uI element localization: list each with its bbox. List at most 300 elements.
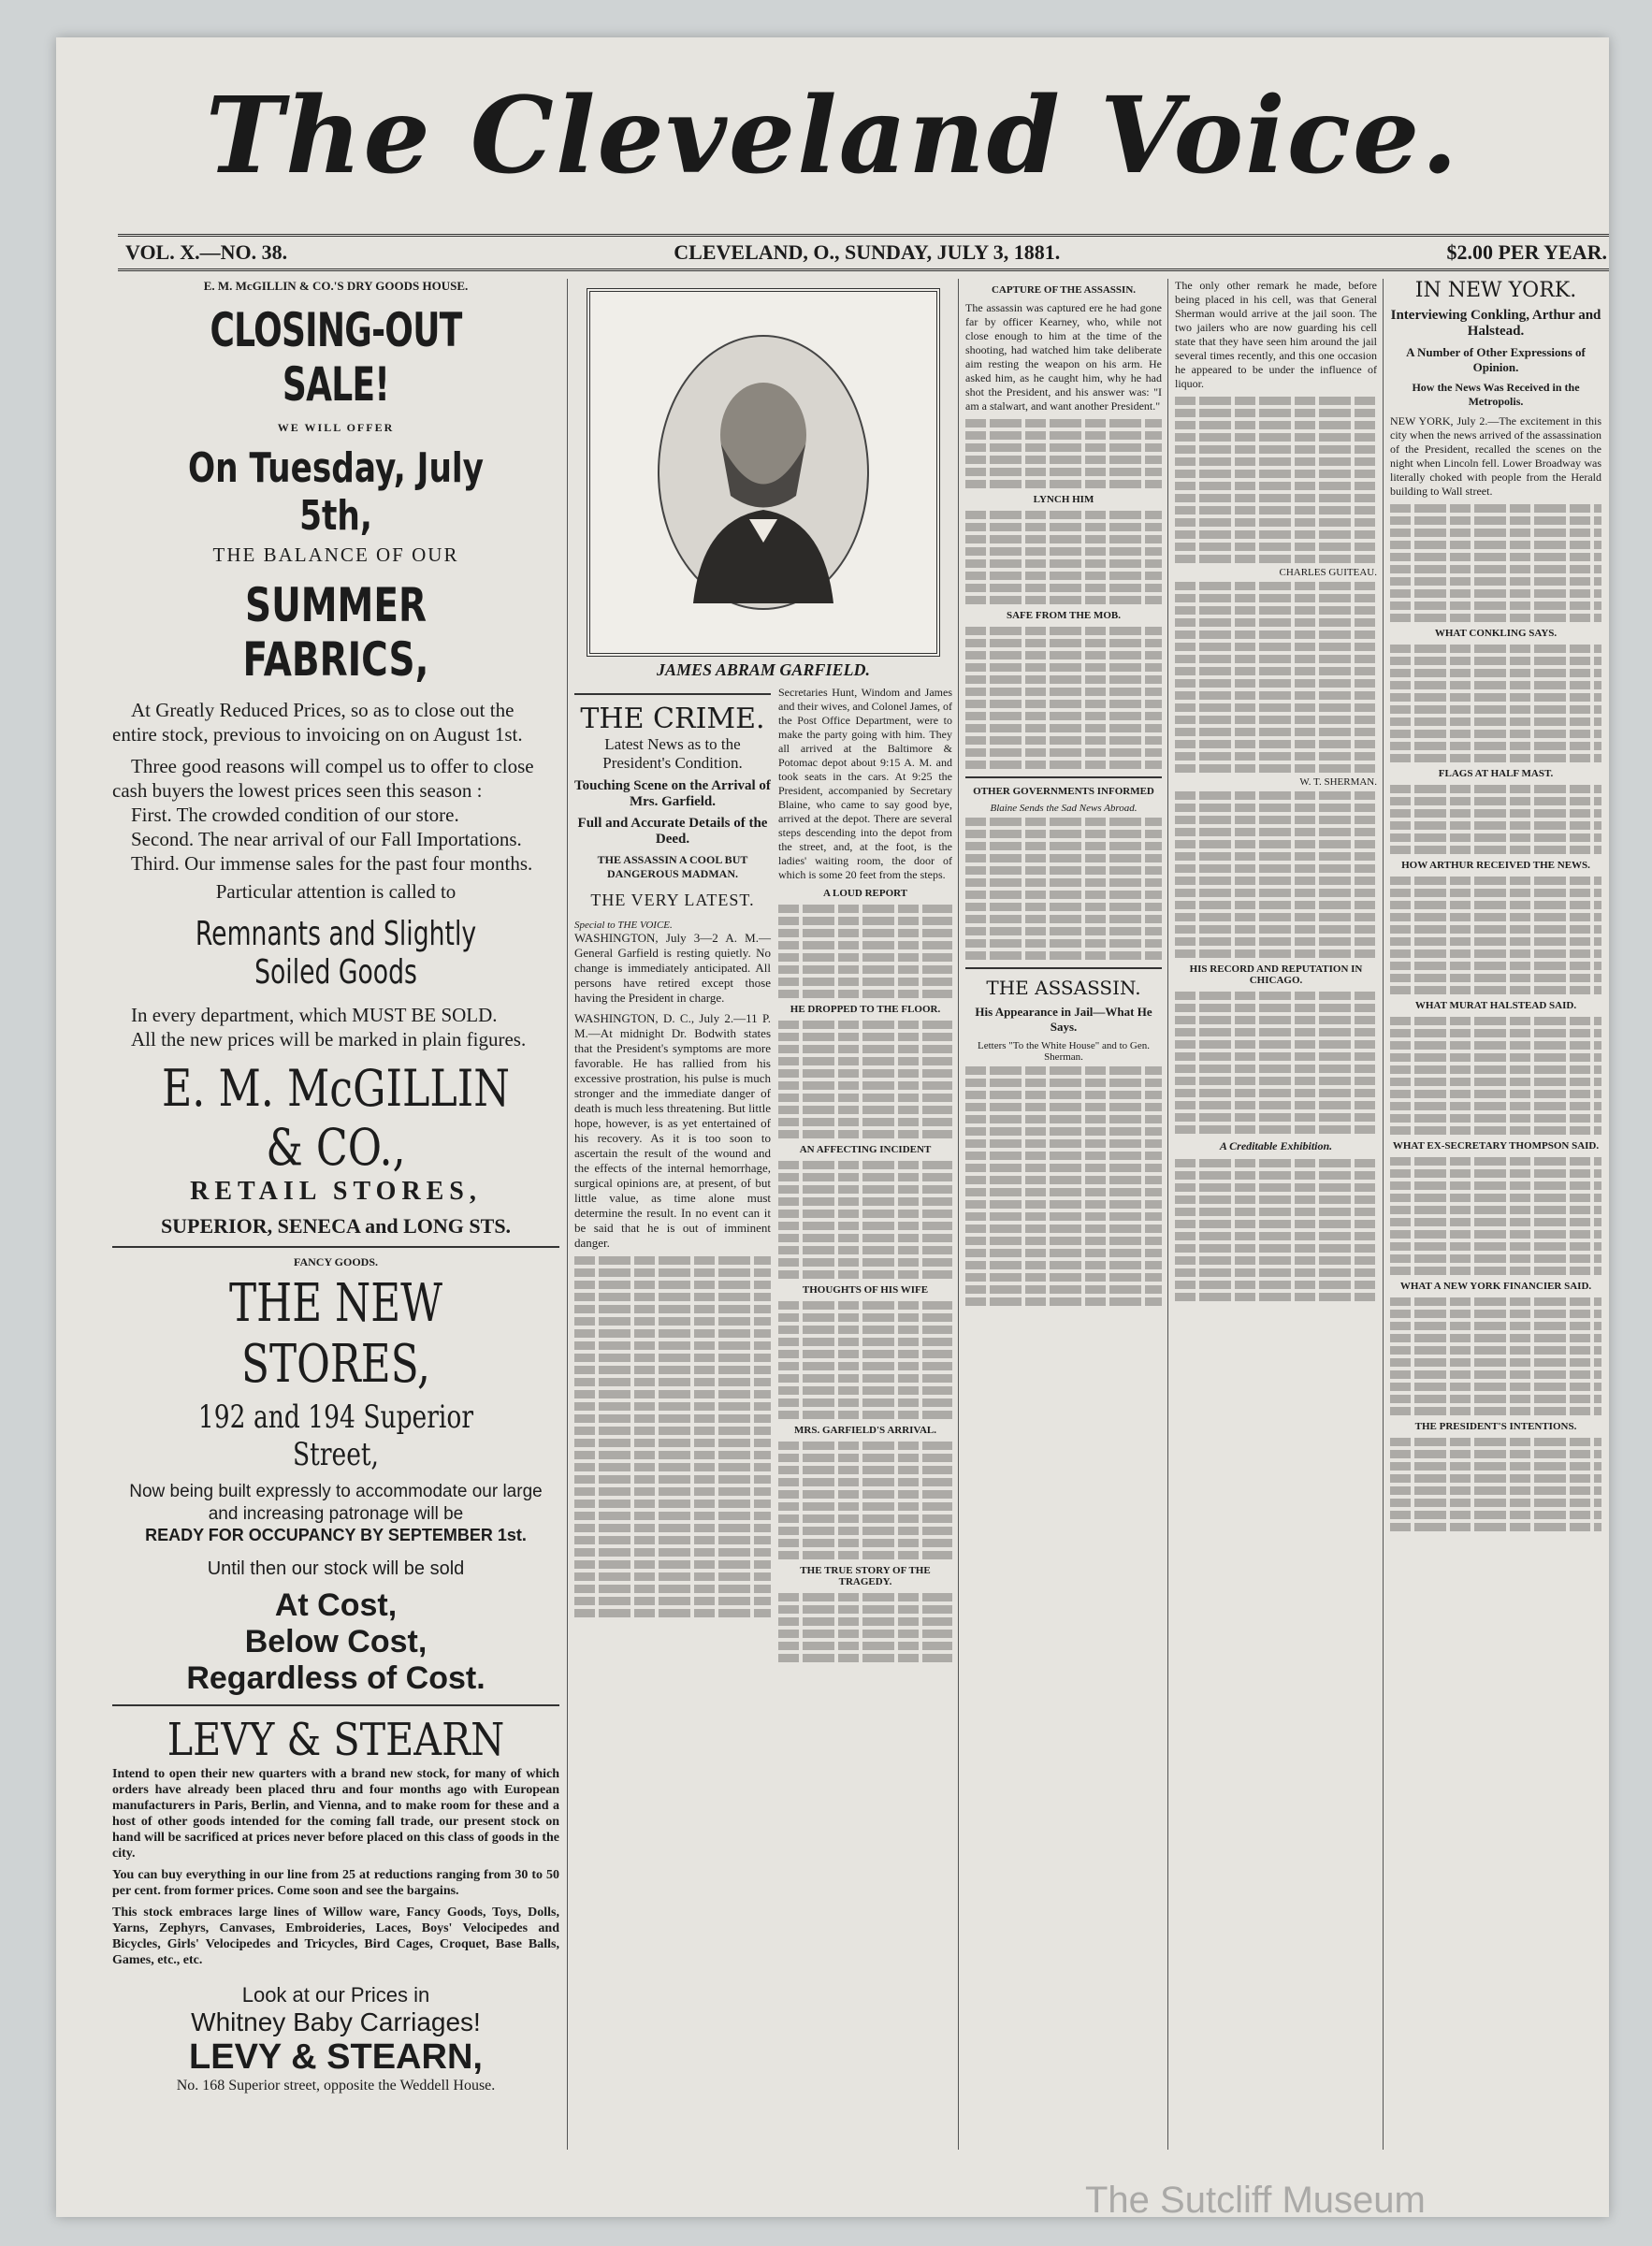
text-line	[1390, 1053, 1601, 1062]
dropped-heading: HE DROPPED TO THE FLOOR.	[790, 1004, 941, 1015]
financier-heading: WHAT A NEW YORK FINANCIER SAID.	[1399, 1281, 1592, 1292]
text-line	[1175, 421, 1377, 429]
text-line	[1390, 1206, 1601, 1214]
text-line	[778, 1374, 952, 1383]
text-line	[778, 929, 952, 937]
text-line	[574, 1329, 771, 1338]
text-line	[574, 1475, 771, 1484]
text-line	[1175, 691, 1377, 700]
text-line	[965, 1091, 1162, 1099]
text-line	[574, 1414, 771, 1423]
text-line	[1390, 1322, 1601, 1330]
section-divider	[574, 693, 771, 695]
text-line	[965, 1188, 1162, 1196]
text-line	[1390, 577, 1601, 586]
text-line	[1175, 828, 1377, 836]
text-line	[778, 1270, 952, 1279]
reduced-prices-text: At Greatly Reduced Prices, so as to close out the entire stock, previous to invoicing on on August 1st.	[112, 699, 523, 746]
text-line	[574, 1572, 771, 1581]
text-line	[965, 724, 1162, 732]
text-line	[1175, 1016, 1377, 1024]
text-line	[1175, 606, 1377, 615]
text-line	[1390, 504, 1601, 513]
text-line	[1390, 809, 1601, 818]
text-line	[1390, 1486, 1601, 1495]
news-column-capture	[965, 279, 1162, 2196]
dispatch-paragraph: WASHINGTON, D. C., July 2.—11 P. M.—At midnight Dr. Bodwith states that the President's symptoms are more favorable. He has rallied from his excessive prostration, his pulse is much stronger and the immediate danger of death is much less threatening. But little hope, however, is as yet entertained of his recovery. As it is too soon to ascertain the result of the wound and the effects of the internal hemorrhage, surgical opinions are, at present, of but little value, as time alone must determine the result. In no event can it be said that he is out of imminent danger.	[574, 1011, 771, 1250]
text-line	[778, 1362, 952, 1370]
text-line	[778, 1118, 952, 1126]
text-line	[965, 1237, 1162, 1245]
newspaper-page	[56, 37, 1609, 2217]
marked-prices: All the new prices will be marked in plain figures.	[131, 1028, 527, 1051]
text-line	[778, 1222, 952, 1230]
text-line	[778, 1173, 952, 1181]
text-line	[965, 675, 1162, 684]
text-line	[965, 523, 1162, 531]
text-line	[965, 1212, 1162, 1221]
text-line	[778, 1386, 952, 1395]
text-line	[1390, 1407, 1601, 1415]
column-rule	[567, 279, 568, 2150]
text-line	[574, 1560, 771, 1569]
new-stores-title: THE NEW STORES,	[228, 1273, 443, 1395]
text-line	[778, 1442, 952, 1450]
text-line	[1390, 821, 1601, 830]
text-line	[1390, 1383, 1601, 1391]
fancy-goods: FANCY GOODS.	[294, 1255, 378, 1268]
text-line	[778, 1551, 952, 1559]
masthead	[56, 75, 1609, 196]
column-rule	[958, 279, 959, 2150]
text-line	[1390, 693, 1601, 702]
text-line	[574, 1366, 771, 1374]
text-line	[965, 511, 1162, 519]
news-column-jail	[1175, 279, 1377, 2196]
text-line	[1175, 1089, 1377, 1097]
text-line	[965, 596, 1162, 604]
news-column-crime	[574, 279, 952, 2196]
reason-second: Second. The near arrival of our Fall Importations.	[131, 828, 522, 850]
text-line	[1175, 1028, 1377, 1036]
new-york-paragraph: NEW YORK, July 2.—The excitement in this city when the news arrived of the assassination of the President, recalled the scenes on the night when Lincoln fell. Lower Broadway was literally choked with people from the Herald building to Wall street.	[1390, 414, 1601, 498]
text-line	[1175, 889, 1377, 897]
text-line	[1390, 1194, 1601, 1202]
assassin-headline: THE ASSASSIN.	[986, 977, 1141, 999]
building-text: Now being built expressly to accommodate our large and increasing patronage will be	[129, 1482, 543, 1524]
text-line	[574, 1463, 771, 1471]
very-latest-heading: THE VERY LATEST.	[590, 891, 755, 909]
capture-heading: CAPTURE OF THE ASSASSIN.	[991, 284, 1137, 296]
text-line	[778, 941, 952, 949]
text-line	[778, 1313, 952, 1322]
text-line	[965, 830, 1162, 838]
text-line	[778, 953, 952, 962]
store-address: 192 and 194 Superior Street,	[197, 1398, 474, 1473]
text-line	[1175, 643, 1377, 651]
text-line	[1390, 742, 1601, 750]
text-line	[1390, 1157, 1601, 1166]
text-line	[965, 431, 1162, 440]
text-line	[778, 905, 952, 913]
reasons-text: Three good reasons will compel us to offer to close cash buyers the lowest prices seen this season :	[112, 755, 534, 802]
text-line	[1175, 1004, 1377, 1012]
text-line	[1390, 1438, 1601, 1446]
text-line	[1390, 1041, 1601, 1050]
text-line	[1175, 618, 1377, 627]
text-line	[1175, 791, 1377, 800]
text-line	[778, 1234, 952, 1242]
ad-divider	[112, 1246, 559, 1248]
text-line	[574, 1256, 771, 1265]
text-line	[1390, 705, 1601, 714]
text-line	[965, 688, 1162, 696]
portrait-caption: JAMES ABRAM GARFIELD.	[657, 660, 870, 679]
departure-paragraph: Secretaries Hunt, Windom and James and their wives, and Colonel James, of the Post Office Department, were to make the party going with him. They all arrived at the Baltimore & Potomac depot about 9:15 A. M. and took seats in the cars. At 9:25 the President, accompanied by Secretary Blaine, who came to say good bye, arrived at the depot. There are several steps descending into the depot from the street, and, at the foot, is the ladies' waiting room, the door of which is some 20 feet from the steps.	[778, 686, 952, 881]
text-line	[778, 1094, 952, 1102]
text-line	[965, 736, 1162, 745]
other-governments-subhead: Blaine Sends the Sad News Abroad.	[990, 803, 1138, 814]
we-will-offer: WE WILL OFFER	[277, 421, 395, 434]
text-line	[1175, 1065, 1377, 1073]
assassin-subhead-2: Letters "To the White House" and to Gen. Sherman.	[978, 1040, 1150, 1063]
text-line	[574, 1487, 771, 1496]
text-line	[965, 1224, 1162, 1233]
attention-line: Particular attention is called to	[215, 880, 456, 903]
text-line	[965, 939, 1162, 948]
text-line	[965, 915, 1162, 923]
loud-report-heading: A LOUD REPORT	[822, 888, 908, 899]
text-line	[574, 1341, 771, 1350]
text-line	[1390, 516, 1601, 525]
text-line	[965, 663, 1162, 672]
text-line	[574, 1390, 771, 1398]
text-line	[1390, 754, 1601, 762]
text-line	[1390, 889, 1601, 897]
letter-signature: CHARLES GUITEAU.	[1279, 567, 1377, 578]
text-line	[1175, 530, 1377, 539]
text-line	[965, 456, 1162, 464]
text-line	[1175, 397, 1377, 405]
text-line	[965, 480, 1162, 488]
text-line	[1175, 992, 1377, 1000]
new-york-subhead-3: How the News Was Received in the Metropolis.	[1412, 381, 1580, 408]
subscription-price: $2.00 PER YEAR.	[1446, 240, 1607, 264]
text-line	[1175, 752, 1377, 761]
levy-stearn-text: Intend to open their new quarters with a brand new stock, for many of which orders have already been placed thru and four months ago with European manufacturers in Paris, Berlin, and Vienna, and to make room for these and a host of other goods intended for the coming fall trade, our present stock on hand will be sacrificed at prices never before placed on this class of goods in the city.	[112, 1767, 559, 1861]
text-line	[778, 1411, 952, 1419]
new-york-headline: IN NEW YORK.	[1414, 279, 1577, 302]
text-line	[1390, 541, 1601, 549]
text-line	[1175, 877, 1377, 885]
text-line	[1390, 601, 1601, 610]
text-line	[1175, 1183, 1377, 1192]
text-line	[1175, 409, 1377, 417]
text-line	[965, 1285, 1162, 1294]
text-line	[965, 1249, 1162, 1257]
crime-subhead-4: THE ASSASSIN A COOL BUT DANGEROUS MADMAN.	[597, 853, 748, 880]
text-line	[778, 1630, 952, 1638]
text-line	[1390, 645, 1601, 653]
text-line	[965, 818, 1162, 826]
text-line	[778, 990, 952, 998]
text-line	[778, 1210, 952, 1218]
text-line	[1390, 1169, 1601, 1178]
text-line	[1390, 1346, 1601, 1355]
text-line	[574, 1536, 771, 1544]
text-line	[1175, 1244, 1377, 1253]
portrait-frame	[587, 288, 940, 657]
column-rule	[1383, 279, 1384, 2150]
text-line	[778, 917, 952, 925]
balance-line: THE BALANCE OF OUR	[212, 543, 459, 566]
text-line	[1390, 877, 1601, 885]
lynch-heading: LYNCH HIM	[1033, 494, 1094, 505]
text-line	[1390, 669, 1601, 677]
text-line	[1175, 655, 1377, 663]
text-line	[965, 1200, 1162, 1209]
capture-paragraph: The assassin was captured ere he had gone far by officer Kearney, who, while not close enough to him at the time of the shooting, had watched him take deliberate aim resting the weapon on his arm. He asked him, as he caught him, why he had shot the President, and his answer was: "I am a stalwart, and want another President."	[965, 301, 1162, 413]
text-line	[1175, 937, 1377, 946]
text-line	[965, 651, 1162, 659]
text-line	[1175, 728, 1377, 736]
text-line	[1390, 1395, 1601, 1403]
text-line	[1390, 1499, 1601, 1507]
text-line	[778, 1161, 952, 1169]
text-line	[574, 1378, 771, 1386]
crime-subhead-2: Touching Scene on the Arrival of Mrs. Garfield.	[574, 778, 771, 809]
text-line	[1175, 555, 1377, 563]
text-line	[574, 1451, 771, 1459]
text-line	[778, 965, 952, 974]
text-line	[965, 951, 1162, 960]
conkling-heading: WHAT CONKLING SAYS.	[1434, 628, 1558, 639]
volume-number: VOL. X.—NO. 38.	[125, 240, 288, 264]
dispatch-paragraph: WASHINGTON, July 3—2 A. M.—General Garfield is resting quietly. No change is immediately anticipated. All persons have retired except those having the President in charge.	[574, 931, 771, 1005]
text-line	[965, 700, 1162, 708]
text-line	[965, 1079, 1162, 1087]
retail-stores: RETAIL STORES,	[190, 1177, 482, 1206]
text-line	[574, 1585, 771, 1593]
arthur-heading: HOW ARTHUR RECEIVED THE NEWS.	[1401, 860, 1590, 871]
text-line	[965, 1103, 1162, 1111]
text-line	[1390, 833, 1601, 842]
special-dispatch: Special to THE VOICE.	[574, 920, 673, 931]
levy-stearn-bargains: You can buy everything in our line from 25 at reductions ranging from 30 to 50 per cent. from former prices. Come soon and see the bargains.	[112, 1868, 559, 1898]
text-line	[1175, 1195, 1377, 1204]
text-line	[574, 1597, 771, 1605]
text-line	[1390, 949, 1601, 958]
text-line	[965, 842, 1162, 850]
dateline	[118, 234, 1609, 271]
true-story-heading: THE TRUE STORY OF THE TRAGEDY.	[800, 1565, 931, 1587]
text-line	[1175, 1052, 1377, 1061]
text-line	[965, 1176, 1162, 1184]
intentions-heading: THE PRESIDENT'S INTENTIONS.	[1414, 1421, 1577, 1432]
text-line	[1175, 506, 1377, 514]
text-line	[778, 1514, 952, 1523]
text-line	[1390, 962, 1601, 970]
text-line	[1390, 1334, 1601, 1342]
text-line	[574, 1305, 771, 1313]
text-line	[574, 1317, 771, 1326]
text-line	[1175, 1171, 1377, 1180]
text-line	[1175, 716, 1377, 724]
regardless-cost: Regardless of Cost.	[186, 1660, 485, 1696]
text-line	[1175, 816, 1377, 824]
text-line	[778, 1454, 952, 1462]
text-line	[778, 1301, 952, 1310]
text-line	[1390, 1065, 1601, 1074]
jail-paragraph: The only other remark he made, before being placed in his cell, was that General Sherman would arrive at the jail soon. The two jailers who are now guarding his cell state that they have seen him around the jail several times recently, and this one occasion he appeared to be under the influence of liquor.	[1175, 279, 1377, 390]
summer-fabrics: SUMMER FABRICS,	[242, 578, 429, 687]
text-line	[778, 1350, 952, 1358]
below-cost: Below Cost,	[244, 1624, 427, 1659]
text-line	[1175, 864, 1377, 873]
advertisement-column	[112, 279, 559, 2196]
text-line	[965, 639, 1162, 647]
text-line	[1390, 1358, 1601, 1367]
text-line	[778, 1338, 952, 1346]
text-line	[965, 1261, 1162, 1269]
text-line	[1390, 1181, 1601, 1190]
text-line	[1390, 901, 1601, 909]
text-line	[1175, 1281, 1377, 1289]
levy-stearn-stock: This stock embraces large lines of Willow ware, Fancy Goods, Toys, Dolls, Yarns, Zephyrs, Canvases, Embroideries, Laces, Boys' Velocipedes and Bicycles, Girls' Velocipedes and Tricycles, Bird Cages, Croquet, Base Balls, Games, etc., etc.	[112, 1905, 559, 1967]
text-line	[778, 1617, 952, 1626]
text-line	[1390, 565, 1601, 573]
other-governments-heading: OTHER GOVERNMENTS INFORMED	[973, 786, 1154, 797]
text-line	[1390, 937, 1601, 946]
text-line	[1175, 667, 1377, 675]
text-line	[965, 1115, 1162, 1123]
text-line	[965, 1152, 1162, 1160]
text-line	[1175, 1113, 1377, 1122]
affecting-incident-heading: AN AFFECTING INCIDENT	[799, 1144, 932, 1155]
reason-first: First. The crowded condition of our store.	[131, 804, 459, 826]
news-column-new-york	[1390, 279, 1601, 2196]
text-line	[1390, 1474, 1601, 1483]
remnants-line: Remnants and Slightly Soiled Goods	[195, 915, 477, 992]
text-line	[1175, 925, 1377, 934]
text-line	[1175, 1077, 1377, 1085]
levy-stearn-title: LEVY & STEARN	[167, 1714, 505, 1766]
text-line	[1175, 543, 1377, 551]
text-line	[1175, 433, 1377, 442]
text-line	[1390, 913, 1601, 921]
text-line	[965, 1297, 1162, 1306]
text-line	[1390, 1029, 1601, 1037]
halstead-heading: WHAT MURAT HALSTEAD SAID.	[1414, 1000, 1577, 1011]
museum-watermark: The Sutcliff Museum	[1085, 2180, 1426, 2217]
text-line	[1175, 482, 1377, 490]
ready-line: READY FOR OCCUPANCY BY SEPTEMBER 1st.	[145, 1526, 527, 1544]
text-line	[965, 878, 1162, 887]
text-line	[1175, 913, 1377, 921]
text-line	[1390, 1297, 1601, 1306]
text-line	[1390, 717, 1601, 726]
text-line	[778, 1021, 952, 1029]
text-line	[574, 1548, 771, 1557]
text-line	[1390, 553, 1601, 561]
text-line	[965, 547, 1162, 556]
text-line	[1175, 804, 1377, 812]
text-line	[1175, 1256, 1377, 1265]
text-line	[965, 627, 1162, 635]
text-line	[778, 1057, 952, 1065]
text-line	[1175, 470, 1377, 478]
text-line	[1175, 494, 1377, 502]
levy-stearn-address: No. 168 Superior street, opposite the Weddell House.	[176, 2078, 496, 2094]
text-line	[1175, 1101, 1377, 1109]
text-line	[778, 1490, 952, 1499]
text-line	[778, 1539, 952, 1547]
text-line	[778, 1246, 952, 1254]
text-line	[1390, 1511, 1601, 1519]
text-line	[574, 1427, 771, 1435]
text-line	[574, 1268, 771, 1277]
portrait-engraving	[656, 332, 871, 613]
text-line	[1175, 518, 1377, 527]
text-line	[1390, 1114, 1601, 1123]
text-line	[1175, 852, 1377, 861]
text-line	[1390, 1230, 1601, 1239]
text-line	[778, 1527, 952, 1535]
text-line	[965, 854, 1162, 862]
section-divider	[965, 967, 1162, 969]
until-line: Until then our stock will be sold	[207, 1558, 465, 1579]
text-line	[574, 1293, 771, 1301]
text-line	[1390, 1126, 1601, 1135]
crime-subhead-1: Latest News as to the President's Condition.	[602, 735, 743, 772]
text-line	[1175, 1220, 1377, 1228]
text-line	[965, 1164, 1162, 1172]
text-line	[965, 1066, 1162, 1075]
text-line	[778, 1258, 952, 1267]
assassin-subhead: His Appearance in Jail—What He Says.	[975, 1005, 1152, 1034]
text-line	[1175, 740, 1377, 748]
every-department: In every department, which MUST BE SOLD.	[131, 1004, 498, 1026]
text-line	[1175, 1159, 1377, 1167]
chicago-record-heading: HIS RECORD AND REPUTATION IN CHICAGO.	[1189, 964, 1363, 986]
text-line	[1175, 1125, 1377, 1134]
levy-stearn-footer: LEVY & STEARN,	[189, 2037, 483, 2077]
text-line	[1175, 840, 1377, 848]
text-line	[574, 1354, 771, 1362]
text-line	[965, 1139, 1162, 1148]
text-line	[1175, 1232, 1377, 1240]
text-line	[965, 761, 1162, 769]
text-line	[1390, 1078, 1601, 1086]
text-line	[1390, 1102, 1601, 1110]
thompson-heading: WHAT EX-SECRETARY THOMPSON SAID.	[1392, 1140, 1600, 1152]
thoughts-of-wife-heading: THOUGHTS OF HIS WIFE	[802, 1284, 929, 1296]
text-line	[1175, 1040, 1377, 1049]
text-line	[778, 1642, 952, 1650]
firm-name: E. M. McGILLIN & CO.,	[161, 1059, 511, 1177]
text-line	[965, 712, 1162, 720]
text-line	[1390, 1254, 1601, 1263]
text-line	[965, 891, 1162, 899]
reason-third: Third. Our immense sales for the past four months.	[131, 852, 533, 875]
place-date: CLEVELAND, O., SUNDAY, JULY 3, 1881.	[674, 240, 1061, 264]
text-line	[1390, 1462, 1601, 1471]
text-line	[778, 1593, 952, 1601]
text-line	[1390, 681, 1601, 689]
text-line	[1175, 703, 1377, 712]
text-line	[778, 1654, 952, 1662]
text-line	[1390, 797, 1601, 805]
